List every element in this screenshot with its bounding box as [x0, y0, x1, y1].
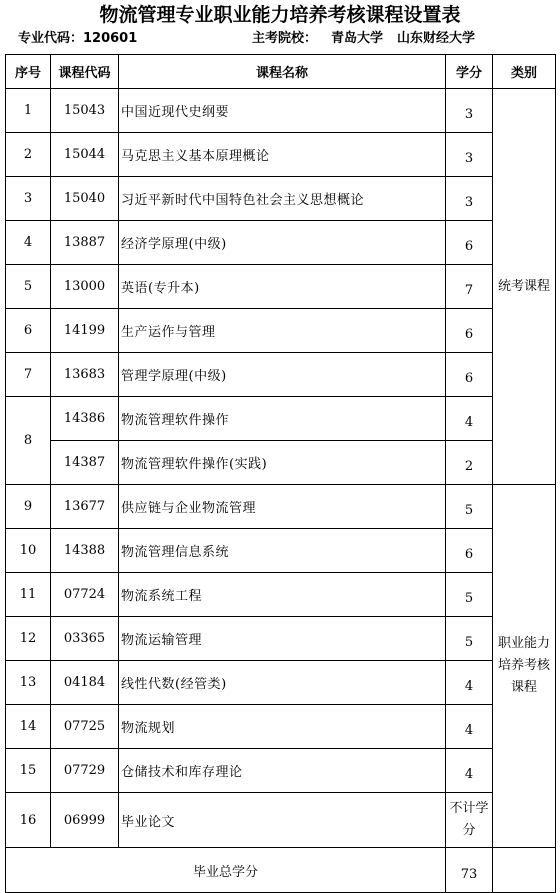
course-name: 物流管理软件操作 [119, 397, 446, 441]
row-num: 8 [6, 397, 51, 485]
course-code: 14199 [51, 309, 119, 353]
course-credit: 6 [446, 529, 493, 573]
course-code: 03365 [51, 617, 119, 661]
course-credit: 6 [446, 353, 493, 397]
table-row [6, 309, 556, 353]
course-code: 13683 [51, 353, 119, 397]
course-credit: 5 [446, 573, 493, 617]
course-credit: 4 [446, 705, 493, 749]
row-num: 16 [6, 793, 51, 848]
table-row [6, 89, 556, 133]
course-credit: 3 [446, 89, 493, 133]
course-table [5, 54, 556, 893]
row-num: 9 [6, 485, 51, 529]
course-name: 英语(专升本) [119, 265, 446, 309]
course-credit: 不计学分 [446, 793, 493, 848]
total-credit: 73 [446, 848, 493, 893]
course-credit: 4 [446, 397, 493, 441]
course-credit: 4 [446, 749, 493, 793]
row-num: 6 [6, 309, 51, 353]
table-row [6, 397, 556, 441]
course-name: 中国近现代史纲要 [119, 89, 446, 133]
row-num: 11 [6, 573, 51, 617]
table-row [6, 485, 556, 529]
course-code: 06999 [51, 793, 119, 848]
row-num: 5 [6, 265, 51, 309]
course-credit: 5 [446, 485, 493, 529]
course-code: 15040 [51, 177, 119, 221]
school-name: 山东财经大学 [397, 31, 476, 46]
category-vocational: 职业能力培养考核课程 [493, 485, 556, 848]
header-category: 类别 [493, 55, 556, 89]
course-credit: 6 [446, 309, 493, 353]
course-credit: 5 [446, 617, 493, 661]
course-code: 13887 [51, 221, 119, 265]
row-num: 10 [6, 529, 51, 573]
course-code: 07725 [51, 705, 119, 749]
course-credit: 3 [446, 133, 493, 177]
course-name: 习近平新时代中国特色社会主义思想概论 [119, 177, 446, 221]
row-num: 14 [6, 705, 51, 749]
course-credit: 4 [446, 661, 493, 705]
table-row [6, 573, 556, 617]
course-code: 14387 [51, 441, 119, 485]
course-code: 15043 [51, 89, 119, 133]
course-name: 物流管理信息系统 [119, 529, 446, 573]
row-num: 2 [6, 133, 51, 177]
course-name: 供应链与企业物流管理 [119, 485, 446, 529]
table-row [6, 265, 556, 309]
course-name: 马克思主义基本原理概论 [119, 133, 446, 177]
course-credit: 7 [446, 265, 493, 309]
table-row [6, 529, 556, 573]
table-row [6, 661, 556, 705]
school-name: 青岛大学 [331, 31, 384, 46]
row-num: 1 [6, 89, 51, 133]
table-row [6, 617, 556, 661]
category-unified: 统考课程 [493, 89, 556, 485]
course-code: 14388 [51, 529, 119, 573]
header-num: 序号 [6, 55, 51, 89]
header-credit: 学分 [446, 55, 493, 89]
header-row [6, 55, 556, 89]
course-name: 经济学原理(中级) [119, 221, 446, 265]
table-row [6, 705, 556, 749]
page-title: 物流管理专业职业能力培养考核课程设置表 [99, 4, 461, 26]
exam-schools [252, 30, 475, 48]
course-code: 07729 [51, 749, 119, 793]
table-row [6, 133, 556, 177]
course-credit: 6 [446, 221, 493, 265]
total-category-empty [493, 848, 556, 893]
course-credit: 2 [446, 441, 493, 485]
course-code: 13677 [51, 485, 119, 529]
table-row [6, 177, 556, 221]
table-row [6, 441, 556, 485]
header-name: 课程名称 [119, 55, 446, 89]
course-code: 14386 [51, 397, 119, 441]
course-code: 15044 [51, 133, 119, 177]
course-credit: 3 [446, 177, 493, 221]
course-name: 物流管理软件操作(实践) [119, 441, 446, 485]
table-row [6, 221, 556, 265]
course-name: 物流运输管理 [119, 617, 446, 661]
course-name: 线性代数(经管类) [119, 661, 446, 705]
total-label: 毕业总学分 [6, 848, 446, 893]
course-name: 管理学原理(中级) [119, 353, 446, 397]
row-num: 3 [6, 177, 51, 221]
course-name: 物流系统工程 [119, 573, 446, 617]
row-num: 12 [6, 617, 51, 661]
table-row [6, 793, 556, 848]
course-name: 物流规划 [119, 705, 446, 749]
header-code: 课程代码 [51, 55, 119, 89]
course-name: 生产运作与管理 [119, 309, 446, 353]
school-label: 主考院校： [252, 31, 318, 46]
course-name: 毕业论文 [119, 793, 446, 848]
major-code: 专业代码：120601 [18, 31, 138, 46]
row-num: 13 [6, 661, 51, 705]
row-num: 7 [6, 353, 51, 397]
table-row [6, 749, 556, 793]
course-name: 仓储技术和库存理论 [119, 749, 446, 793]
course-code: 07724 [51, 573, 119, 617]
total-row [6, 848, 556, 893]
row-num: 4 [6, 221, 51, 265]
course-code: 13000 [51, 265, 119, 309]
row-num: 15 [6, 749, 51, 793]
course-code: 04184 [51, 661, 119, 705]
table-row [6, 353, 556, 397]
